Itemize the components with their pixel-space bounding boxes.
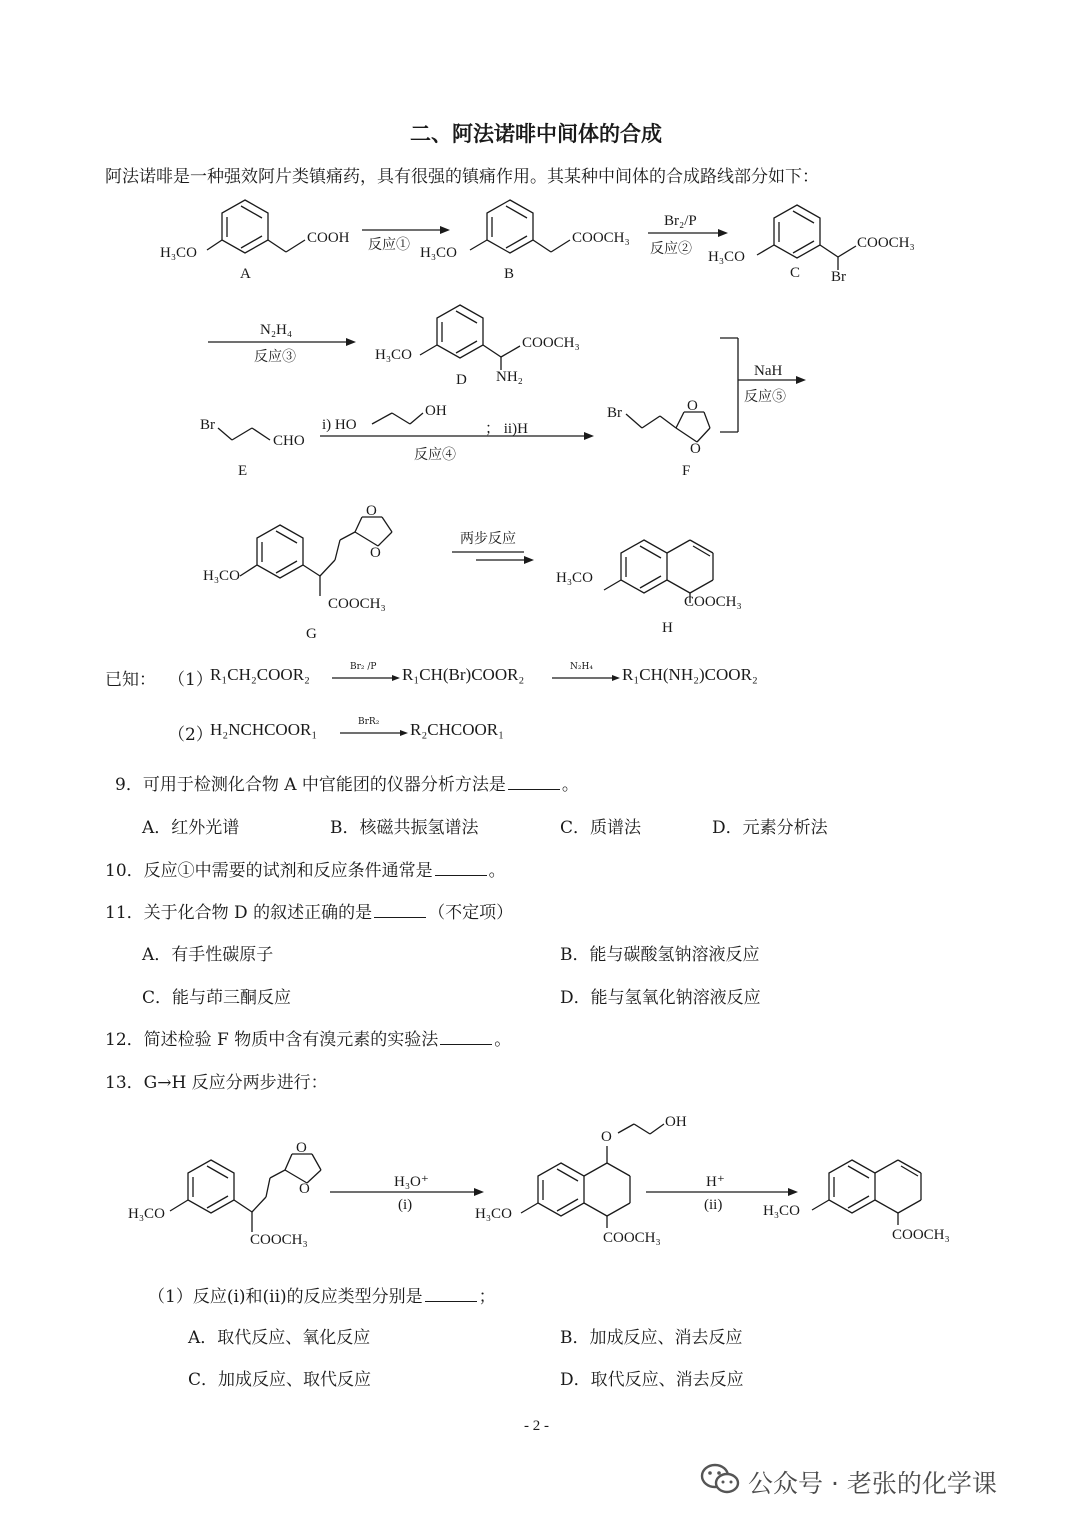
molecule-g-o2: O — [370, 545, 381, 561]
page-number: - 2 - — [524, 1418, 549, 1434]
q13-step2-reagent: H⁺ — [706, 1174, 725, 1190]
question-12-stem: 12．简述检验 F 物质中含有溴元素的实验法 — [105, 1030, 439, 1050]
q13-mol1-group: COOCH₃ — [250, 1232, 308, 1248]
known-1-num: （1） — [168, 670, 213, 690]
question-11-stem: 11．关于化合物 D 的叙述正确的是 — [105, 903, 373, 923]
q13-mol3-sub: H₃CO — [763, 1203, 800, 1219]
molecule-e-label: E — [238, 463, 248, 479]
molecule-e-br: Br — [200, 417, 215, 433]
molecule-g-o1: O — [366, 503, 377, 519]
question-9 — [115, 770, 579, 795]
q13-step2-label: (ii) — [704, 1197, 723, 1213]
question-13-stem: 13．G→H 反应分两步进行： — [105, 1073, 328, 1093]
question-9-option-a[interactable]: A．红外光谱 — [142, 818, 240, 838]
molecule-a-group: COOH — [307, 230, 350, 246]
q13-mol3-group: COOCH₃ — [892, 1227, 950, 1243]
reaction-4-reagent-a: i) HO — [322, 417, 357, 433]
section-title: 二、阿法诺啡中间体的合成 — [410, 121, 662, 146]
molecule-a-sub: H₃CO — [160, 245, 197, 261]
question-9-option-d[interactable]: D．元素分析法 — [712, 818, 828, 838]
question-11-option-d[interactable]: D．能与氢氧化钠溶液反应 — [560, 988, 761, 1008]
question-10 — [105, 856, 506, 881]
question-13-option-d[interactable]: D．取代反应、消去反应 — [560, 1370, 744, 1390]
known-2-num: （2） — [168, 725, 213, 745]
question-13-sub1-end: ； — [478, 1287, 496, 1307]
watermark-text: 公众号 · 老张的化学课 — [748, 1469, 997, 1498]
known-2-arrow-reagent: BrR₂ — [358, 717, 380, 727]
q13-mol1-o1: O — [296, 1140, 307, 1156]
q13-intermediate-structure — [521, 1124, 664, 1228]
reaction-2-arrow — [648, 229, 728, 237]
question-13-sub1-stem: （1）反应(i)和(ii)的反应类型分别是 — [148, 1287, 423, 1307]
molecule-c-label: C — [790, 265, 801, 281]
q13-mol2-oh: OH — [665, 1114, 687, 1130]
known-1-intermediate: R₁CH(Br)COOR₂ — [402, 665, 525, 684]
q13-mol2-sub: H₃CO — [475, 1206, 512, 1222]
reaction-3-label: 反应③ — [254, 349, 296, 365]
molecule-f-label: F — [682, 463, 691, 479]
reaction-5-label: 反应⑤ — [744, 389, 786, 405]
reaction-1-label: 反应① — [368, 237, 410, 253]
molecule-c-group: COOCH₃ — [857, 235, 915, 251]
molecule-c-structure — [757, 205, 856, 270]
question-13-option-b[interactable]: B．加成反应、消去反应 — [560, 1328, 743, 1348]
two-step-label: 两步反应 — [460, 531, 516, 547]
question-9-option-c[interactable]: C．质谱法 — [560, 818, 642, 838]
molecule-e-group: CHO — [273, 433, 305, 449]
q13-step1-reagent: H₃O⁺ — [394, 1174, 429, 1190]
known-2-product: R₂CHCOOR₁ — [410, 720, 505, 739]
reaction-2-reagent: Br₂/P — [664, 213, 697, 229]
intro-text: 阿法诺啡是一种强效阿片类镇痛药，具有很强的镇痛作用。其某种中间体的合成路线部分如下： — [105, 167, 819, 187]
molecule-d-group: COOCH₃ — [522, 335, 580, 351]
question-12 — [105, 1025, 511, 1050]
question-9-option-b[interactable]: B．核磁共振氢谱法 — [330, 818, 479, 838]
reaction-5-bracket — [720, 338, 806, 432]
known-prefix: 已知： — [105, 670, 156, 690]
molecule-f-o1: O — [687, 398, 698, 414]
reaction-2-label: 反应② — [650, 241, 692, 257]
molecule-f-br: Br — [607, 405, 622, 421]
molecule-c-sub: H₃CO — [708, 249, 745, 265]
question-13-sub1 — [148, 1282, 496, 1307]
question-13-option-c[interactable]: C．加成反应、取代反应 — [188, 1370, 372, 1390]
known-1-arrow2-reagent: N₂H₄ — [570, 662, 593, 672]
reaction-3-arrow — [208, 338, 356, 346]
q13-product-structure — [812, 1160, 921, 1225]
reaction-4-label: 反应④ — [414, 447, 456, 463]
question-11-option-c[interactable]: C．能与茚三酮反应 — [142, 988, 292, 1008]
question-10-end: 。 — [488, 861, 506, 881]
question-13-option-a[interactable]: A．取代反应、氧化反应 — [188, 1328, 371, 1348]
molecule-d-label: D — [456, 372, 467, 388]
question-10-answer-blank[interactable] — [435, 874, 487, 876]
reaction-4-arrow — [320, 413, 594, 440]
question-9-answer-blank[interactable] — [508, 788, 560, 790]
molecule-c-br: Br — [831, 269, 846, 285]
two-step-arrow — [452, 552, 534, 564]
q13-step1-label: (i) — [398, 1197, 413, 1213]
molecule-h-sub: H₃CO — [556, 570, 593, 586]
q13-mol1-sub: H₃CO — [128, 1206, 165, 1222]
molecule-d-structure — [420, 305, 520, 370]
molecule-h-group: COOCH₃ — [684, 594, 742, 610]
molecule-g-label: G — [306, 626, 317, 642]
molecule-g-group: COOCH₃ — [328, 596, 386, 612]
question-13-sub1-answer-blank[interactable] — [425, 1300, 477, 1302]
molecule-d-sub: H₃CO — [375, 347, 412, 363]
q13-mol2-o: O — [601, 1129, 612, 1145]
molecule-b-structure — [470, 200, 570, 253]
question-11-note: （不定项） — [428, 903, 514, 923]
molecule-b-label: B — [504, 266, 515, 282]
molecule-g-sub: H₃CO — [203, 568, 240, 584]
question-10-stem: 10．反应①中需要的试剂和反应条件通常是 — [105, 861, 433, 881]
known-1-arrow1-reagent: Br₂ /P — [350, 662, 377, 672]
molecule-a-structure — [207, 200, 305, 253]
question-11 — [105, 898, 513, 923]
molecule-b-sub: H₃CO — [420, 245, 457, 261]
q13-mol2-group: COOCH₃ — [603, 1230, 661, 1246]
reaction-3-reagent: N₂H₄ — [260, 322, 293, 338]
question-12-answer-blank[interactable] — [440, 1043, 492, 1045]
molecule-f-o2: O — [690, 441, 701, 457]
molecule-d-nh2: NH₂ — [496, 369, 523, 385]
known-1-product: R₁CH(NH₂)COOR₂ — [622, 665, 758, 684]
reaction-1-arrow — [362, 226, 450, 234]
known-2-reactant: H₂NCHCOOR₁ — [210, 720, 318, 739]
question-9-end: 。 — [561, 775, 579, 795]
question-12-end: 。 — [494, 1030, 512, 1050]
q13-mol1-o2: O — [299, 1181, 310, 1197]
molecule-e-structure — [218, 428, 270, 440]
reaction-4-reagent-b: OH — [425, 403, 447, 419]
known-1-reactant: R₁CH₂COOR₂ — [210, 665, 310, 684]
question-11-option-a[interactable]: A．有手性碳原子 — [142, 945, 274, 965]
molecule-h-label: H — [662, 620, 673, 636]
molecule-b-group: COOCH₃ — [572, 230, 630, 246]
question-11-option-b[interactable]: B．能与碳酸氢钠溶液反应 — [560, 945, 760, 965]
reaction-5-reagent: NaH — [754, 363, 783, 379]
molecule-f-structure — [626, 412, 710, 442]
question-11-answer-blank[interactable] — [374, 916, 426, 918]
wechat-icon — [700, 1462, 740, 1496]
reaction-4-reagent-c: ； ii)H — [485, 421, 528, 437]
molecule-a-label: A — [240, 266, 251, 282]
question-9-stem: 9．可用于检测化合物 A 中官能团的仪器分析方法是 — [115, 775, 506, 795]
